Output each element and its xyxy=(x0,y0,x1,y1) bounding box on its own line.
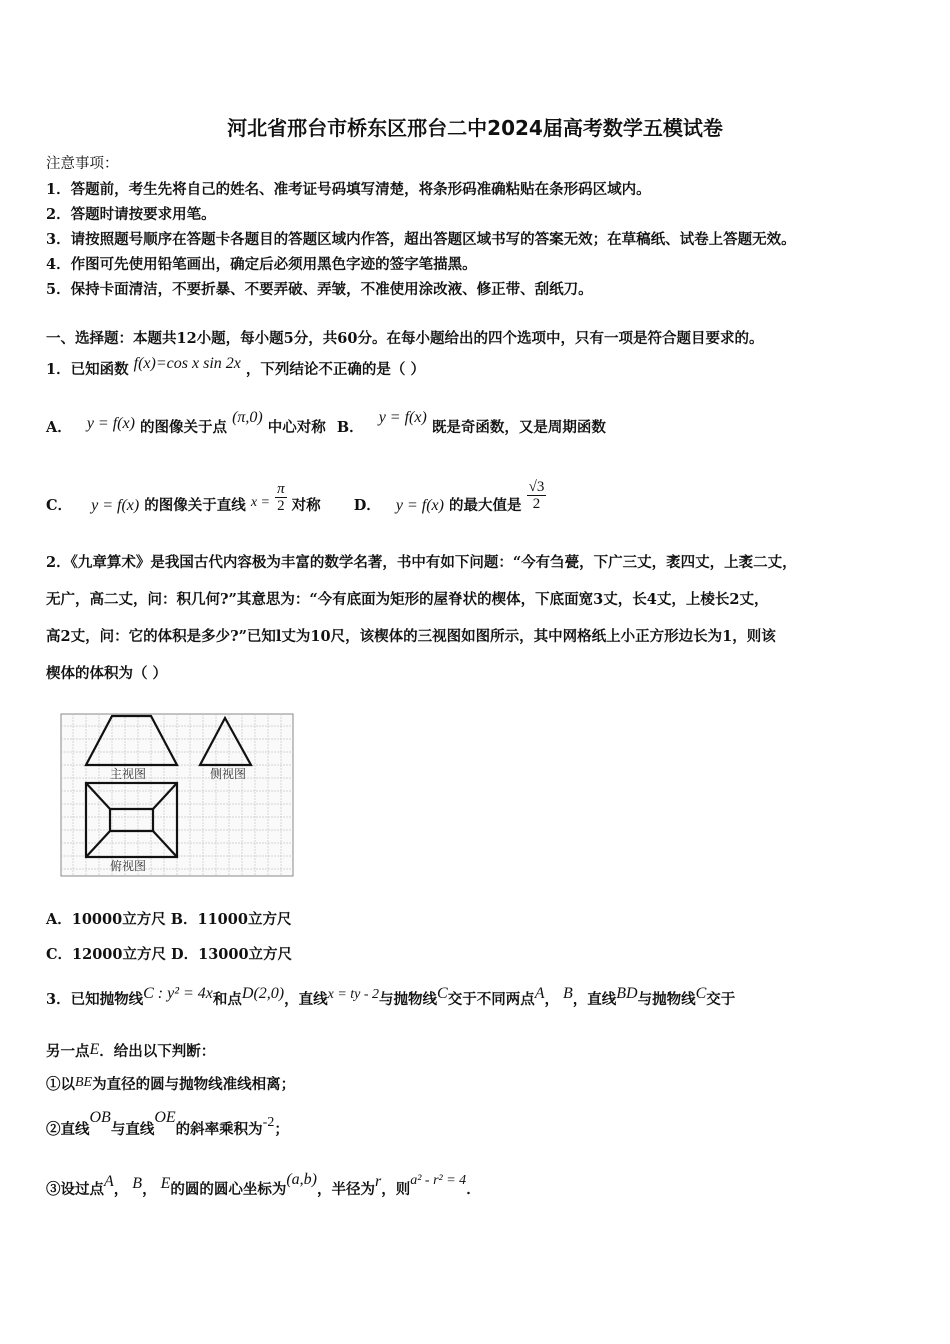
q3-curve-c: C xyxy=(437,985,448,1002)
q1-option-a-text2: 中心对称 xyxy=(267,419,326,436)
q3-text: ，半径为 xyxy=(317,1181,375,1198)
q3-slope-product: -2 xyxy=(262,1115,275,1130)
q3-point-a: A xyxy=(104,1173,114,1190)
q3-point-d: D(2,0) xyxy=(241,985,285,1002)
q3-text: ③设过点 xyxy=(46,1181,104,1198)
exam-title: 河北省邢台市桥东区邢台二中2024届高考数学五模试卷 xyxy=(227,116,723,140)
q1-options-cd xyxy=(46,478,546,515)
q2-line-2: 无广，高二丈，问：积几何?”其意思为：“今有底面为矩形的屋脊状的楔体，下底面宽3丈，长4丈，上棱长2丈， xyxy=(46,591,769,608)
question-2 xyxy=(46,544,916,692)
q3-equation: a² - r² = 4 xyxy=(410,1173,467,1188)
q3-text: ①以 xyxy=(46,1076,75,1093)
q3-point-b: B xyxy=(563,985,573,1002)
q3-text: ，直线 xyxy=(284,991,328,1008)
q3-text: 为直径的圆与抛物线准线相离； xyxy=(92,1076,296,1093)
section-heading: 一、选择题：本题共12小题，每小题5分，共60分。在每小题给出的四个选项中，只有一项是符合题目要求的。 xyxy=(46,330,764,347)
q3-point-a: A xyxy=(534,985,545,1002)
q1-option-c-label: C． xyxy=(46,497,73,514)
top-view-label: 俯视图 xyxy=(110,859,147,873)
q1-option-d-label: D． xyxy=(353,497,381,514)
q3-line-equation: x = ty - 2 xyxy=(327,987,380,1002)
q1-option-d-math: y = f(x) xyxy=(395,497,444,514)
q3-judgement-3 xyxy=(46,1171,481,1199)
q1-option-c-text1: 的图像关于直线 xyxy=(144,497,246,514)
q1-prefix: 1．已知函数 xyxy=(46,361,129,378)
q1-option-c-den: 2 xyxy=(277,497,285,514)
notice-item-1: 1．答题前，考生先将自己的姓名、准考证号码填写清楚，将条形码准确粘贴在条形码区域内。 xyxy=(46,181,651,198)
q1-option-c-x: x = xyxy=(250,495,271,510)
q3-curve-c: C xyxy=(695,985,707,1002)
q3-parabola: C : y² = 4x xyxy=(143,985,213,1002)
q3-point-e: E xyxy=(160,1175,171,1192)
q3-text: 3．已知抛物线 xyxy=(46,991,144,1008)
notice-heading: 注意事项： xyxy=(46,156,119,172)
q1-function: f(x)=cos x sin 2x xyxy=(133,355,241,372)
q3-text: ； xyxy=(274,1121,289,1138)
q3-text: 与直线 xyxy=(110,1121,155,1138)
question-3-line-2 xyxy=(46,1040,215,1061)
q3-text: 的圆的圆心坐标为 xyxy=(170,1181,287,1198)
q3-judgement-1 xyxy=(46,1073,295,1094)
q1-option-b-label: B． xyxy=(336,419,364,436)
q1-suffix: ，下列结论不正确的是（ ） xyxy=(245,361,425,378)
q3-text: 的斜率乘积为 xyxy=(175,1121,263,1138)
q3-text: ②直线 xyxy=(46,1121,90,1138)
side-view-label: 侧视图 xyxy=(210,767,247,781)
q2-options-ab: A．10000立方尺 B．11000立方尺 xyxy=(46,911,292,928)
q3-text: ． xyxy=(466,1181,481,1198)
q3-text: ．给出以下判断： xyxy=(99,1043,216,1060)
notice-item-2: 2．答题时请按要求用笔。 xyxy=(46,206,216,223)
q2-line-4: 楔体的体积为（ ） xyxy=(46,665,168,682)
q3-center: (a,b) xyxy=(286,1171,317,1188)
q1-option-a-label: A． xyxy=(46,419,72,436)
q1-option-c-math: y = f(x) xyxy=(91,497,140,514)
q1-option-a-point: (π,0) xyxy=(232,409,263,426)
q1-option-c-fraction xyxy=(275,481,287,514)
q3-point-e: E xyxy=(89,1041,100,1058)
q3-text: ， xyxy=(113,1181,129,1198)
q3-line-bd: BD xyxy=(616,985,638,1002)
q1-option-c-text2: 对称 xyxy=(291,497,321,514)
q3-point-b: B xyxy=(132,1175,143,1192)
q1-option-a-text1: 的图像关于点 xyxy=(140,419,227,436)
q3-text: ， xyxy=(544,991,559,1008)
q3-line-oe: OE xyxy=(154,1109,176,1126)
q1-option-d-fraction xyxy=(527,479,547,512)
q1-option-b-text: 既是奇函数，又是周期函数 xyxy=(431,419,606,436)
q3-text: 与抛物线 xyxy=(379,991,438,1008)
question-1 xyxy=(46,355,425,379)
q3-segment-be: BE xyxy=(75,1075,93,1090)
q1-option-d-num: √3 xyxy=(528,478,545,495)
q1-option-b-math: y = f(x) xyxy=(378,409,427,426)
q3-text: 与抛物线 xyxy=(637,991,696,1008)
q3-text: 交于 xyxy=(706,991,736,1008)
notice-item-5: 5．保持卡面清洁，不要折暴、不要弄破、弄皱，不准使用涂改液、修正带、刮纸刀。 xyxy=(46,281,593,298)
q1-option-a-math: y = f(x) xyxy=(86,415,135,432)
question-3-line-1 xyxy=(46,985,736,1009)
q3-text: ， xyxy=(142,1181,157,1198)
q2-line-1: 2．《九章算术》是我国古代内容极为丰富的数学名著，书中有如下问题：“今有刍甍，下广三丈，袤四丈，上袤二丈， xyxy=(46,554,797,571)
q2-options-cd: C．12000立方尺 D．13000立方尺 xyxy=(46,946,293,963)
q3-judgement-2 xyxy=(46,1109,289,1139)
q1-option-d-text: 的最大值是 xyxy=(449,497,522,514)
q3-text: 和点 xyxy=(212,991,242,1008)
q1-option-c-num: π xyxy=(277,480,285,497)
q3-text: 另一点 xyxy=(46,1043,90,1060)
notice-item-3: 3．请按照题号顺序在答题卡各题目的答题区域内作答，超出答题区域书写的答案无效；在草稿纸、试卷上答题无效。 xyxy=(46,231,796,248)
three-view-figure xyxy=(60,713,294,877)
notice-item-4: 4．作图可先使用铅笔画出，确定后必须用黑色字迹的签字笔描黑。 xyxy=(46,256,477,273)
q3-text: 交于不同两点 xyxy=(447,991,535,1008)
q3-line-ob: OB xyxy=(89,1109,111,1126)
q3-radius: r xyxy=(375,1173,382,1190)
q3-text: ，则 xyxy=(381,1181,411,1198)
front-view-label: 主视图 xyxy=(110,767,147,781)
q1-options-ab xyxy=(46,409,606,437)
q3-text: ，直线 xyxy=(572,991,617,1008)
q1-option-d-den: 2 xyxy=(532,495,541,512)
q2-line-3: 高2丈，问：它的体积是多少?”已知l丈为10尺，该楔体的三视图如图所示，其中网格纸上小正方形边长为1，则该 xyxy=(46,628,776,645)
